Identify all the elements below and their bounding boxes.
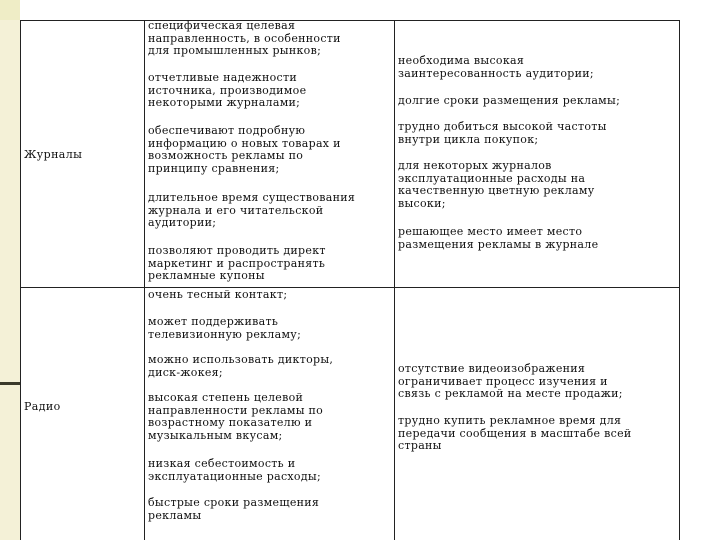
radio-advantage-2: может поддерживать телевизионную рекламу; bbox=[148, 315, 302, 341]
comparison-table bbox=[20, 20, 680, 540]
magazines-advantage-3: обеспечивают подробную информацию о новых товарах и возможность рекламы по принципу сравнения; bbox=[148, 124, 341, 175]
magazines-disadvantage-4: для некоторых журналов эксплуатационные расходы на качественную цветную рекламу высоки; bbox=[398, 159, 595, 210]
magazines-advantage-2: отчетливые надежности источника, производимое некоторыми журналами; bbox=[148, 71, 307, 109]
magazines-disadvantage-5: решающее место имеет место размещения рекламы в журнале bbox=[398, 225, 599, 251]
radio-disadvantage-1: отсутствие видеоизображения ограничивает процесс изучения и связь с рекламой на месте продажи; bbox=[398, 362, 623, 400]
radio-advantage-6: быстрые сроки размещения рекламы bbox=[148, 496, 320, 522]
magazines-advantage-1: специфическая целевая направленность, в особенности для промышленных рынков; bbox=[148, 19, 341, 57]
row-label-magazines: Журналы bbox=[24, 148, 83, 161]
slide-accent-rule bbox=[0, 382, 20, 385]
slide-left-band bbox=[0, 0, 20, 540]
row-divider bbox=[20, 287, 680, 288]
slide-top-band bbox=[20, 0, 720, 20]
magazines-advantage-4: длительное время существования журнала и его читательской аудитории; bbox=[148, 191, 356, 229]
radio-advantage-5: низкая себестоимость и эксплуатационные расходы; bbox=[148, 457, 321, 483]
table-border-left bbox=[20, 20, 21, 540]
magazines-advantage-5: позволяют проводить директ маркетинг и распространять рекламные купоны bbox=[148, 244, 326, 282]
column-divider-1 bbox=[144, 20, 145, 540]
magazines-disadvantage-1: необходима высокая заинтересованность аудитории; bbox=[398, 54, 594, 80]
radio-advantage-4: высокая степень целевой направленности рекламы по возрастному показателю и музыкальным вкусам; bbox=[148, 391, 324, 442]
radio-advantage-1: очень тесный контакт; bbox=[148, 288, 288, 301]
magazines-disadvantage-2: долгие сроки размещения рекламы; bbox=[398, 94, 621, 107]
row-label-radio: Радио bbox=[24, 400, 61, 413]
column-divider-2 bbox=[394, 20, 395, 540]
radio-advantage-3: можно использовать дикторы, диск-жокея; bbox=[148, 353, 334, 379]
radio-disadvantage-2: трудно купить рекламное время для передачи сообщения в масштабе всей страны bbox=[398, 414, 632, 452]
magazines-disadvantage-3: трудно добиться высокой частоты внутри цикла покупок; bbox=[398, 120, 607, 146]
